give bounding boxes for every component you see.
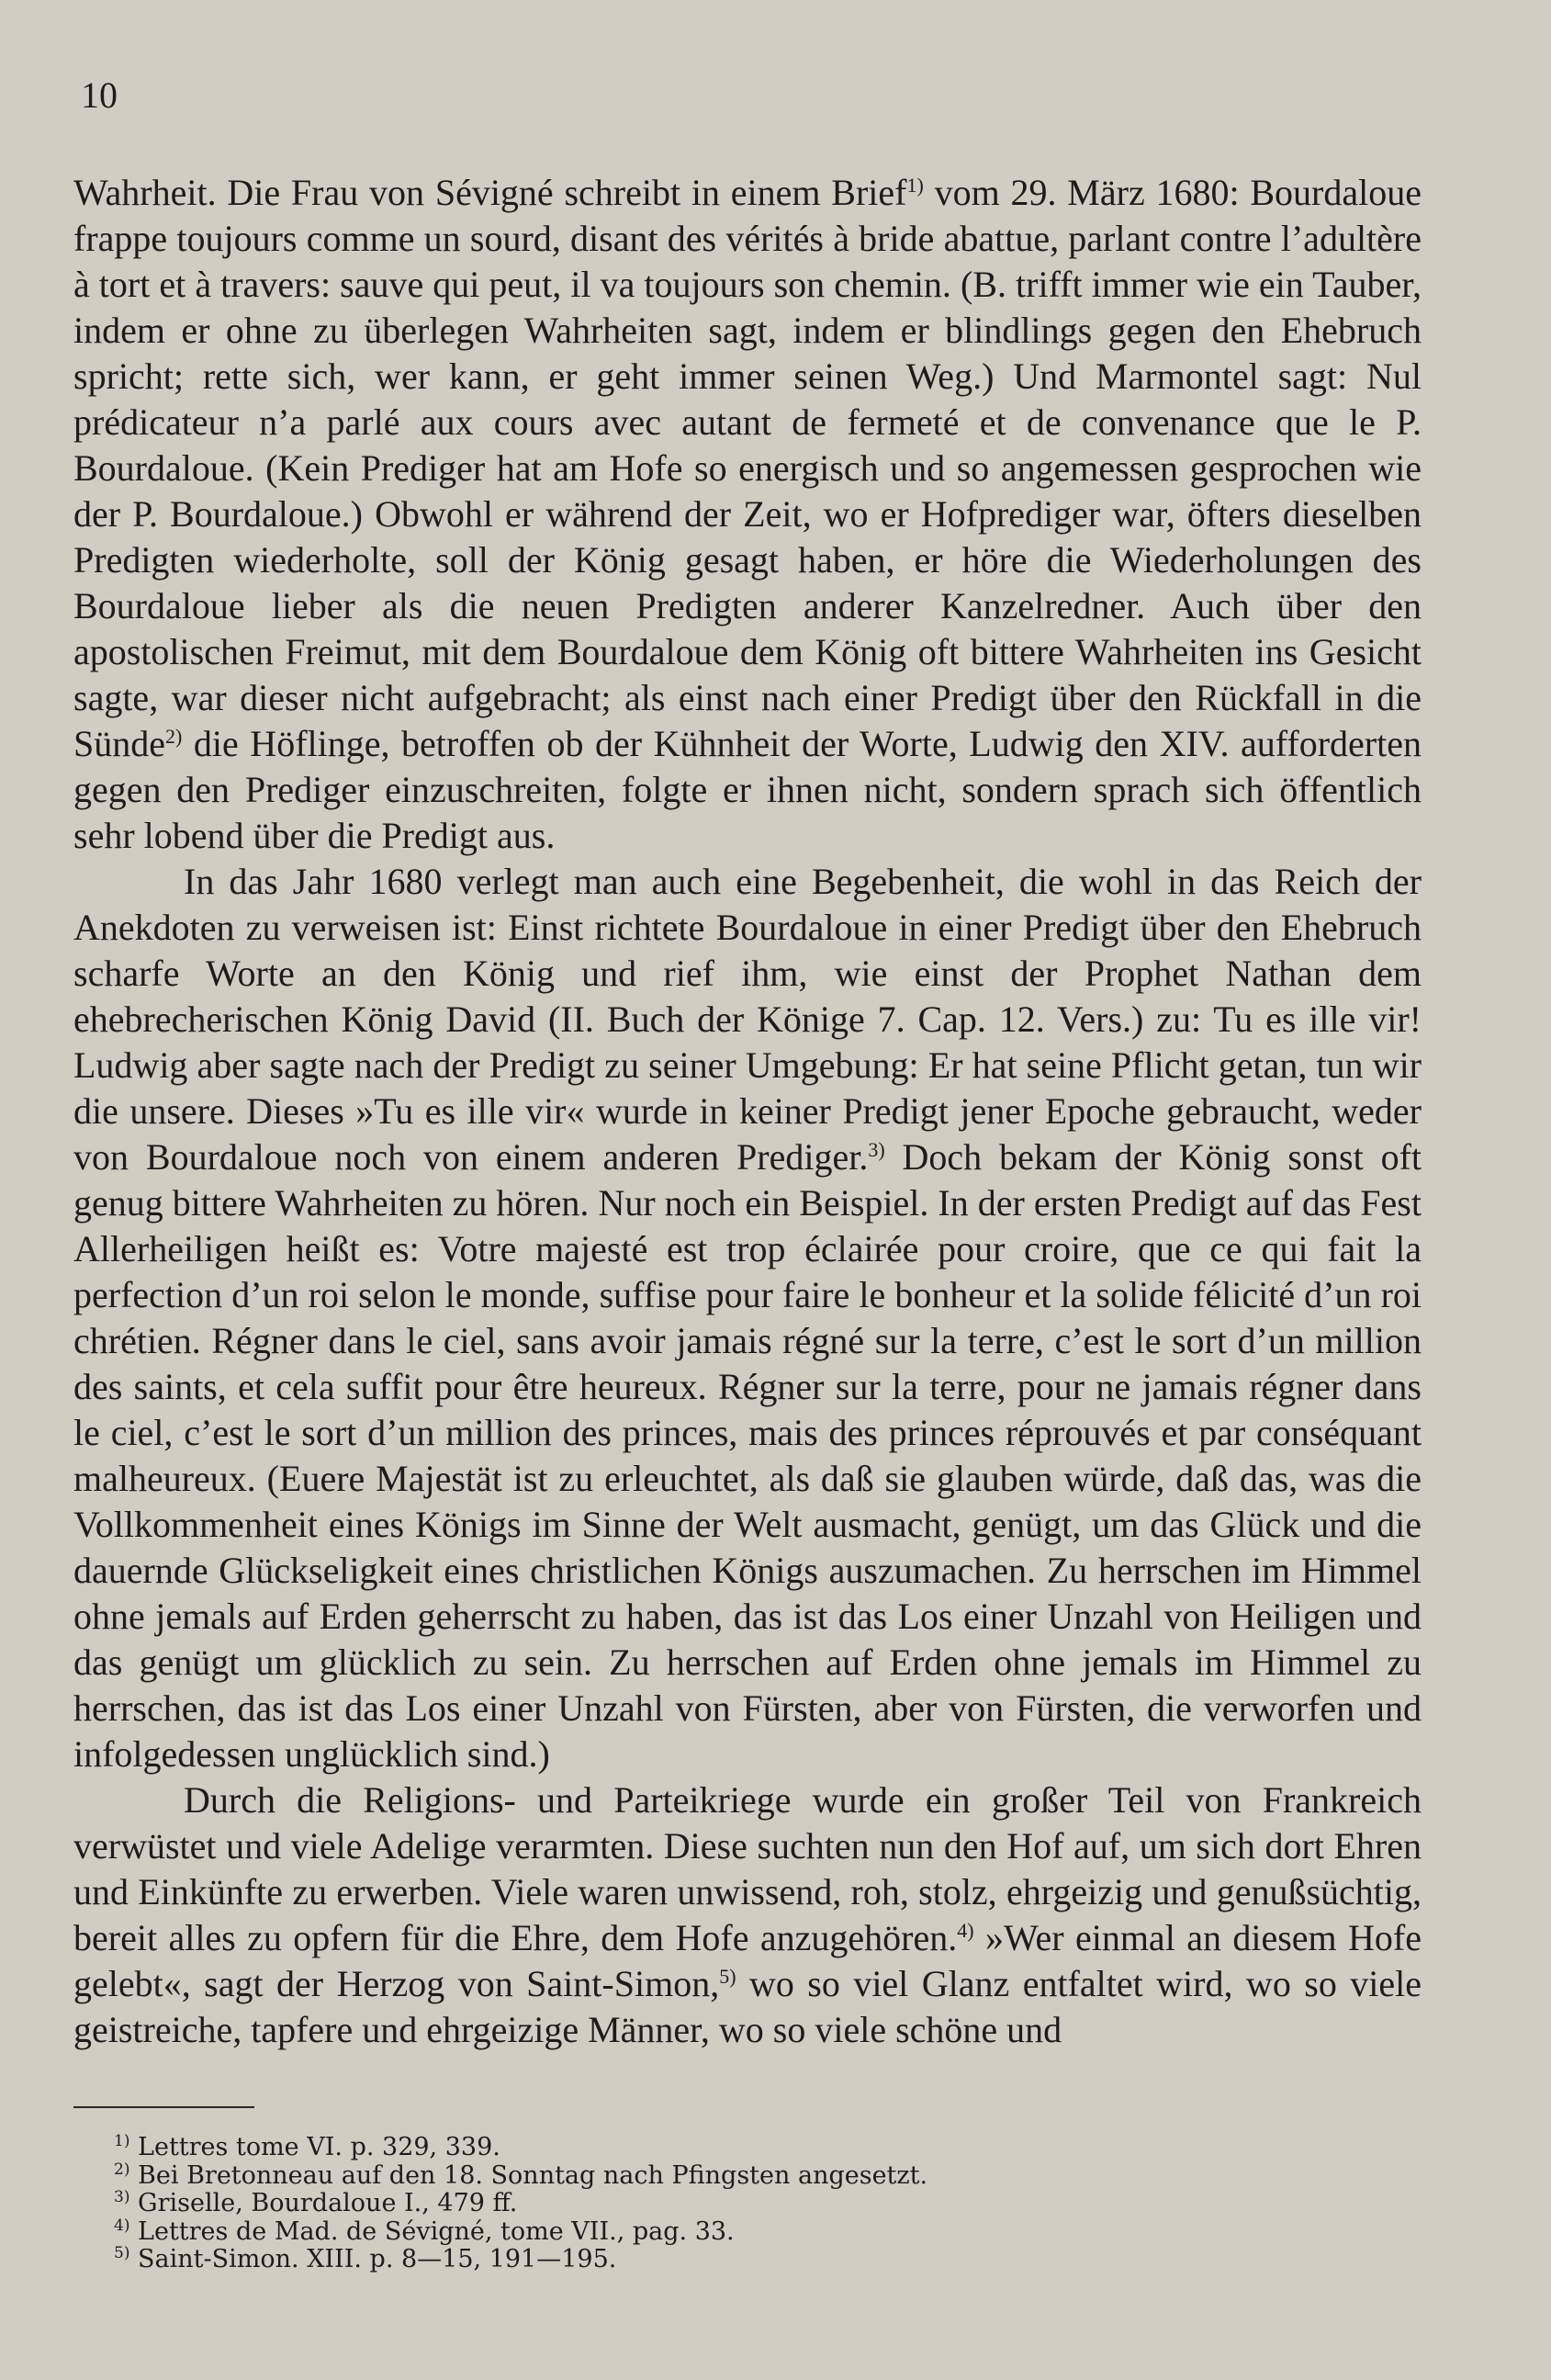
footnote <box>114 2246 1308 2274</box>
footnote <box>114 2162 1308 2191</box>
footnote-mark: 4) <box>114 2216 130 2235</box>
footnote-ref: 5) <box>719 1965 736 1988</box>
body-text <box>73 170 1422 2053</box>
page-number: 10 <box>81 74 118 116</box>
text-run: Doch bekam der König sonst oft genug bittere Wahrheiten zu hören. Nur noch ein Beispiel. In der ersten Predigt auf das Fest Allerheiligen heißt es: Votre majesté est trop éclairée pour croire, que ce qui fait la perfection d’un roi selon le monde, suffise pour faire le bonheur et la solide félicité d’un roi chrétien. Régner dans le ciel, sans avoir jamais régné sur la terre, c’est le sort d’un million des saints, et cela suffit pour être heureux. Régner sur la terre, pour ne jamais régner dans le ciel, c’est le sort d’un million des princes, mais des princes réprouvés et par conséquant malheureux. (Euere Majestät ist zu erleuchtet, als daß sie glauben würde, daß das, was die Vollkommenheit eines Königs im Sinne der Welt ausmacht, genügt, um das Glück und die dauernde Glückseligkeit eines christlichen Königs auszumachen. Zu herrschen im Himmel ohne jemals auf Erden geherrscht zu haben, das ist das Los einer Unzahl von Heiligen und das genügt um glücklich zu sein. Zu herrschen auf Erden ohne jemals im Himmel zu herrschen, das ist das Los einer Unzahl von Fürsten, aber von Fürsten, die verworfen und infolgedessen unglücklich sind.) <box>73 1136 1422 1775</box>
footnote-mark: 1) <box>114 2132 130 2150</box>
paragraph <box>73 859 1422 1777</box>
paragraph <box>73 170 1422 859</box>
text-run: Wahrheit. Die Frau von Sévigné schreibt in einem Brief <box>73 172 907 213</box>
footnote-text: Bei Bretonneau auf den 18. Sonntag nach Pfingsten angesetzt. <box>129 2160 928 2190</box>
text-run: wo so viel Glanz entfaltet wird, wo so viele geistreiche, tapfere und ehrgeizige Männer, wo so viele schöne und <box>73 1963 1422 2050</box>
text-run: Durch die Religions- und Parteikriege wurde ein großer Teil von Frankreich verwüstet und viele Adelige verarmten. Diese suchten nun den Hof auf, um sich dort Ehren und Einkünfte zu erwerben. Viele waren unwissend, roh, stolz, ehrgeizig und genußsüchtig, bereit alles zu opfern für die Ehre, dem Hofe anzugehören. <box>73 1779 1422 1958</box>
text-run: In das Jahr 1680 verlegt man auch eine Begebenheit, die wohl in das Reich der Anekdoten zu verweisen ist: Einst richtete Bourdaloue in einer Predigt über den Ehebruch scharfe Worte an den König und rief ihm, wie einst der Prophet Nathan dem ehebrecherischen König David (II. Buch der Könige 7. Cap. 12. Vers.) zu: Tu es ille vir! Ludwig aber sagte nach der Predigt zu seiner Umgebung: Er hat seine Pflicht getan, tun wir die unsere. Dieses »Tu es ille vir« wurde in keiner Predigt jener Epoche gebraucht, weder von Bourdaloue noch von einem anderen Prediger. <box>73 861 1422 1178</box>
footnote-mark: 2) <box>114 2160 130 2179</box>
footnotes <box>114 2134 1308 2274</box>
text-run: die Höflinge, betroffen ob der Kühnheit der Worte, Ludwig den XIV. aufforderten gegen den Prediger einzuschreiten, folgte er ihnen nicht, sondern sprach sich öffentlich sehr lobend über die Predigt aus. <box>73 723 1422 856</box>
footnote-divider <box>73 2106 254 2108</box>
text-run: vom 29. März 1680: Bourdaloue frappe toujours comme un sourd, disant des vérités à bride abattue, parlant contre l’adultère à tort et à travers: sauve qui peut, il va toujours son chemin. (B. trifft immer wie ein Tauber, indem er ohne zu überlegen Wahrheiten sagt, indem er blindlings gegen den Ehebruch spricht; rette sich, wer kann, er geht immer seinen Weg.) Und Marmontel sagt: Nul prédicateur n’a parlé aux cours avec autant de fermeté et de convenance que le P. Bourdaloue. (Kein Prediger hat am Hofe so energisch und so angemessen gesprochen wie der P. Bourdaloue.) Obwohl er während der Zeit, wo er Hofprediger war, öfters dieselben Predigten wiederholte, soll der König gesagt haben, er höre die Wiederholungen des Bourdaloue lieber als die neuen Predigten anderer Kanzelredner. Auch über den apostolischen Freimut, mit dem Bourdaloue dem König oft bittere Wahrheiten ins Gesicht sagte, war dieser nicht aufgebracht; als einst nach einer Predigt über den Rückfall in die Sünde <box>73 172 1422 764</box>
footnote-text: Saint-Simon. XIII. p. 8—15, 191—195. <box>129 2245 617 2273</box>
footnote-ref: 3) <box>868 1138 885 1161</box>
footnote-text: Griselle, Bourdaloue I., 479 ff. <box>129 2189 518 2217</box>
footnote-mark: 3) <box>114 2188 130 2206</box>
footnote <box>114 2190 1308 2218</box>
footnote-ref: 2) <box>165 725 183 748</box>
footnote <box>114 2134 1308 2162</box>
paragraph <box>73 1777 1422 2053</box>
text-run: »Wer einmal an diesem Hofe gelebt«, sagt der Herzog von Saint-Simon, <box>73 1917 1422 2004</box>
footnote <box>114 2218 1308 2247</box>
footnote-ref: 1) <box>906 174 924 197</box>
footnote-text: Lettres de Mad. de Sévigné, tome VII., pag. 33. <box>129 2216 735 2246</box>
footnote-ref: 4) <box>957 1919 974 1942</box>
footnote-text: Lettres tome VI. p. 329, 339. <box>129 2133 500 2161</box>
footnote-mark: 5) <box>114 2244 130 2262</box>
